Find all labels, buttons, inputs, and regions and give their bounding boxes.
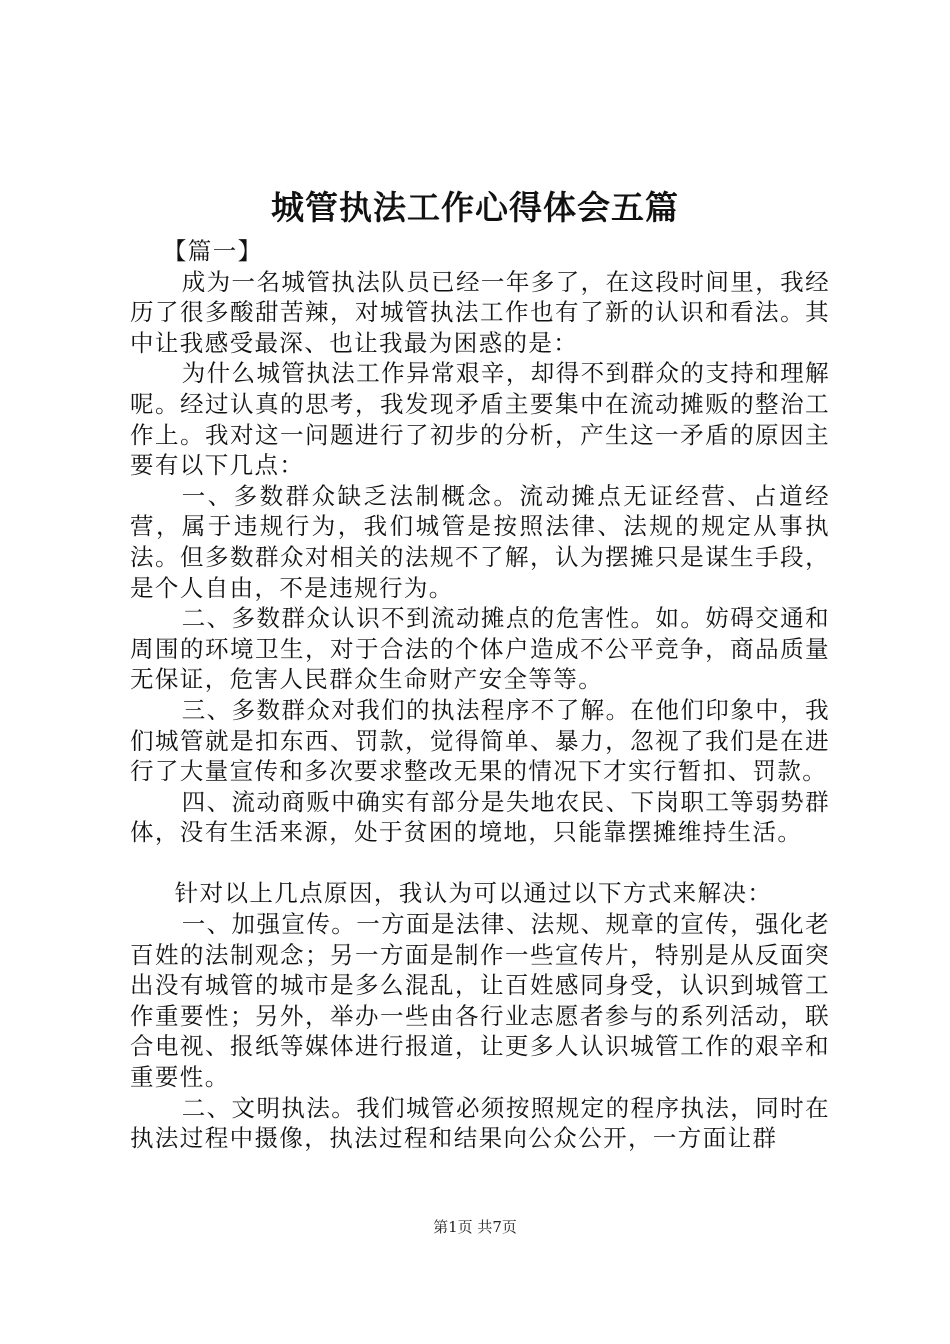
paragraph: 四、流动商贩中确实有部分是失地农民、下岗职工等弱势群体，没有生活来源，处于贫困的境地，只能靠摆摊维持生活。 — [130, 787, 830, 847]
paragraph: 成为一名城管执法队员已经一年多了，在这段时间里，我经历了很多酸甜苦辣，对城管执法工作也有了新的认识和看法。其中让我感受最深、也让我最为困惑的是： — [130, 267, 830, 357]
document-title: 城管执法工作心得体会五篇 — [271, 188, 679, 227]
document-body — [130, 236, 830, 1154]
paragraph: 一、加强宣传。一方面是法律、法规、规章的宣传，强化老百姓的法制观念；另一方面是制作一些宣传片，特别是从反面突出没有城管的城市是多么混乱，让百姓感同身受，认识到城管工作重要性；另外，举办一些由各行业志愿者参与的系列活动，联合电视、报纸等媒体进行报道，让更多人认识城管工作的艰辛和重要性。 — [130, 910, 830, 1092]
page-footer: 第1页 共7页 — [433, 1218, 517, 1236]
section-label: 【篇一】 — [162, 237, 263, 265]
paragraph: 三、多数群众对我们的执法程序不了解。在他们印象中，我们城管就是扣东西、罚款，觉得简单、暴力，忽视了我们是在进行了大量宣传和多次要求整改无果的情况下才实行暂扣、罚款。 — [130, 695, 830, 786]
paragraph: 二、文明执法。我们城管必须按照规定的程序执法，同时在执法过程中摄像，执法过程和结果向公众公开，一方面让群 — [130, 1093, 830, 1153]
paragraph: 二、多数群众认识不到流动摊点的危害性。如。妨碍交通和周围的环境卫生，对于合法的个体户造成不公平竞争，商品质量无保证，危害人民群众生命财产安全等等。 — [130, 604, 830, 694]
paragraph: 为什么城管执法工作异常艰辛，却得不到群众的支持和理解呢。经过认真的思考，我发现矛盾主要集中在流动摊贩的整治工作上。我对这一问题进行了初步的分析，产生这一矛盾的原因主要有以下几点： — [130, 359, 830, 480]
paragraph: 一、多数群众缺乏法制概念。流动摊点无证经营、占道经营，属于违规行为，我们城管是按照法律、法规的规定从事执法。但多数群众对相关的法规不了解，认为摆摊只是谋生手段，是个人自由，不是违规行为。 — [130, 481, 830, 602]
paragraph: 针对以上几点原因，我认为可以通过以下方式来解决： — [174, 879, 773, 908]
